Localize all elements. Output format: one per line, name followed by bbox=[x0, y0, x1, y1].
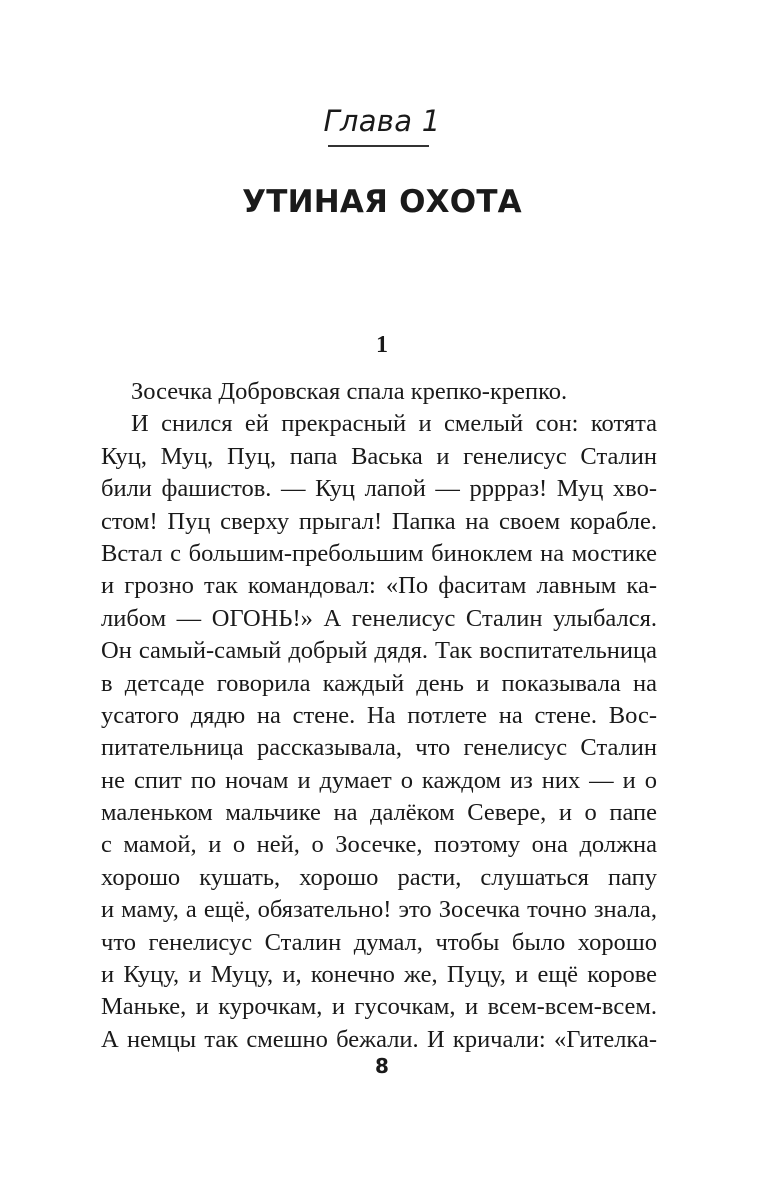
text-line: и Куцу, и Муцу, и, конечно же, Пуцу, и ещё корове bbox=[101, 961, 657, 989]
text-line: усатого дядю на стене. На потлете на стене. Вос- bbox=[101, 701, 657, 729]
section-number: 1 bbox=[376, 332, 388, 358]
text-line: Куц, Муц, Пуц, папа Васька и генелисус Сталин bbox=[101, 442, 657, 470]
text-line: И снился ей прекрасный и смелый сон: котята bbox=[131, 410, 657, 438]
chapter-title: УТИНАЯ ОХОТА bbox=[242, 184, 522, 220]
chapter-label: Глава 1 bbox=[323, 104, 441, 138]
text-line: в детсаде говорила каждый день и показывала на bbox=[101, 669, 657, 697]
page-number: 8 bbox=[375, 1054, 389, 1078]
text-line: Маньке, и курочкам, и гусочкам, и всем-всем-всем. bbox=[101, 993, 657, 1021]
text-line: что генелисус Сталин думал, чтобы было хорошо bbox=[101, 928, 657, 956]
text-line: с мамой, и о ней, о Зосечке, поэтому она должна bbox=[101, 831, 657, 859]
text-line: маленьком мальчике на далёком Севере, и о папе bbox=[101, 799, 657, 827]
text-line: А немцы так смешно бежали. И кричали: «Гителка- bbox=[101, 1025, 657, 1053]
body-text bbox=[101, 376, 657, 1056]
text-line: либом — ОГОНЬ!» А генелисус Сталин улыбался. bbox=[101, 604, 657, 632]
chapter-underline bbox=[328, 145, 429, 147]
text-line: Зосечка Добровская спала крепко-крепко. bbox=[131, 378, 568, 405]
text-line: Встал с большим-пребольшим биноклем на мостике bbox=[101, 539, 657, 567]
text-line: Он самый-самый добрый дядя. Так воспитательница bbox=[101, 637, 657, 665]
text-line: и маму, а ещё, обязательно! это Зосечка точно знала, bbox=[101, 896, 657, 924]
text-line: били фашистов. — Куц лапой — ррррaз! Муц хво- bbox=[101, 475, 657, 503]
text-line: не спит по ночам и думает о каждом из них — и о bbox=[101, 766, 657, 794]
text-line: и грозно так командовал: «По фаситам лавным ка- bbox=[101, 572, 657, 600]
text-line: стом! Пуц сверху прыгал! Папка на своем корабле. bbox=[101, 507, 657, 535]
text-line: питательница рассказывала, что генелисус Сталин bbox=[101, 734, 657, 762]
text-line: хорошо кушать, хорошо расти, слушаться папу bbox=[101, 863, 657, 891]
